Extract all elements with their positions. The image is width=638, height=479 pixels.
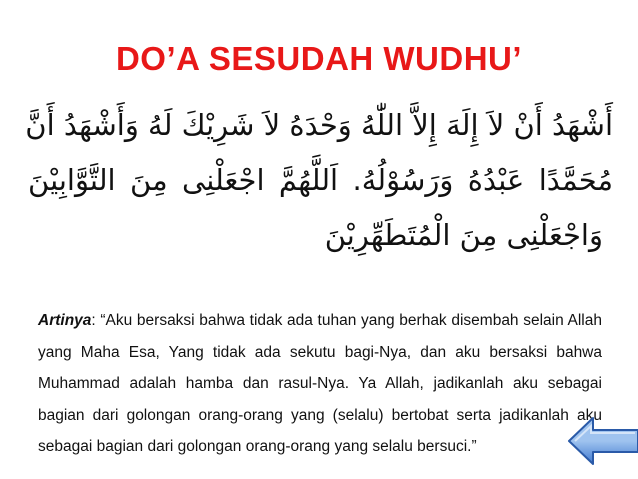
slide-title: DO’A SESUDAH WUDHU’ xyxy=(115,40,523,77)
arabic-line-3: وَاجْعَلْنِى مِنَ الْمُتَطَهِّرِيْنَ xyxy=(324,218,603,252)
arabic-line-2: مُحَمَّدًا عَبْدُهُ وَرَسُوْلُهُ. اَللَّهُمَّ اجْعَلْنِى مِنَ التَّوَّابِيْنَ xyxy=(28,163,613,197)
previous-slide-button[interactable] xyxy=(567,415,638,467)
arabic-prayer xyxy=(25,98,613,263)
arabic-line-1: أَشْهَدُ أَنْ لاَ إِلَهَ إِلاَّ اللّٰهُ وَحْدَهُ لاَ شَرِيْكَ لَهُ وَأَشْهَدُ أَنَّ xyxy=(25,108,613,142)
translation-text: : “Aku bersaksi bahwa tidak ada tuhan yang berhak disembah selain Allah yang Maha Esa, Yang tidak ada sekutu bagi-Nya, dan aku bersaksi bahwa Muhammad adalah hamba dan rasul-Nya. Ya Allah, jadikanlah aku sebagai bagian dari golongan orang-orang yang (selalu) bertobat serta jadikanlah aku sebagai bagian dari golongan orang-orang yang selalu bersuci.” xyxy=(38,312,602,455)
left-arrow-icon xyxy=(567,415,638,467)
translation-paragraph xyxy=(38,305,602,463)
translation-label: Artinya xyxy=(38,312,92,329)
